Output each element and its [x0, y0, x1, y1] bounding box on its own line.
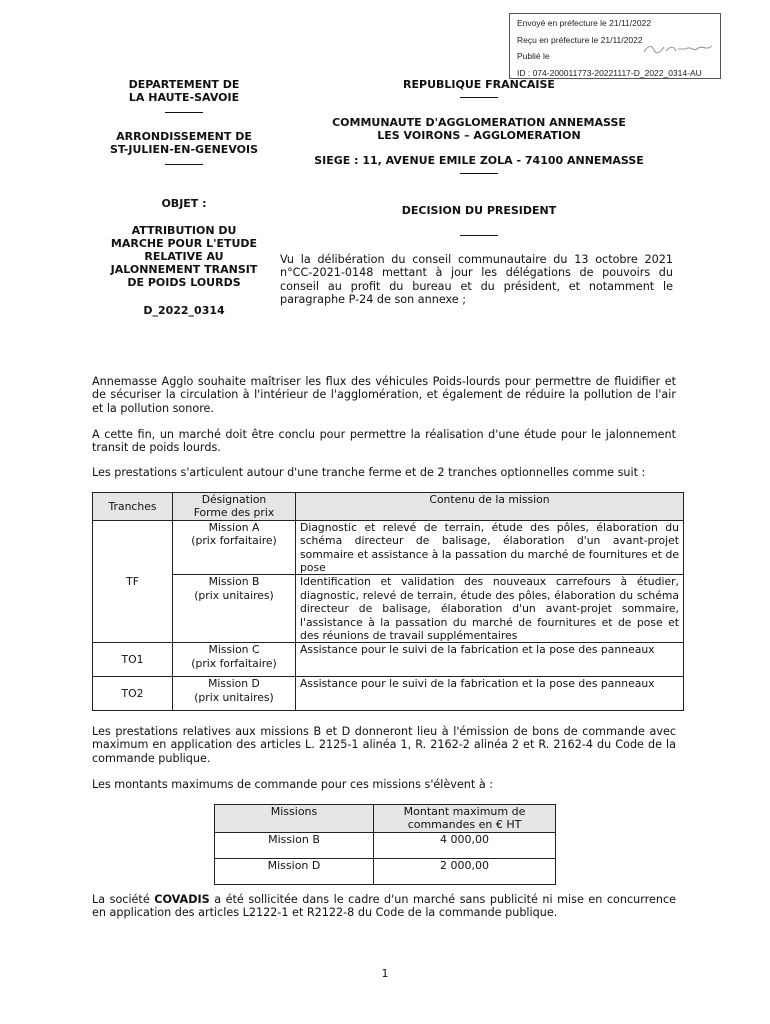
paragraph-purpose: A cette fin, un marché doit être conclu pour permettre la réalisation d'une étude pour le jalonnement transit de poids lourds.	[92, 428, 676, 455]
price-form: (prix forfaitaire)	[191, 534, 277, 548]
objet-label: OBJET :	[161, 197, 207, 210]
content-cell: Identification et validation des nouveaux carrefours à étudier, diagnostic, relevé de terrain, étude des pôles, élaboration du schéma directeur de balisage, élaboration d'un avant-projet sommaire, l'assistance à la passation du marché de fournitures et de pose et des réunions de travail supplémentaires	[296, 575, 684, 643]
tranche-cell: TF	[93, 520, 173, 643]
designation-cell	[173, 677, 296, 711]
content-cell: Assistance pour le suivi de la fabrication et la pose des panneaux	[296, 643, 684, 677]
arrondissement-line-2: ST-JULIEN-EN-GENEVOIS	[109, 143, 259, 156]
department-block	[92, 78, 276, 113]
objet-line: ATTRIBUTION DU	[131, 224, 237, 237]
company-text-before: La société	[92, 893, 155, 906]
paragraph-intro: Annemasse Agglo souhaite maîtriser les flux des véhicules Poids-lourds pour permettre de fluidifier et de sécuriser la circulation à l'intérieur de l'agglomération, et également de réduire la pollution de l'air et la pollution sonore.	[92, 375, 676, 415]
amount-cell: 2 000,00	[374, 858, 556, 884]
community-line-2: LES VOIRONS – AGGLOMERATION	[377, 129, 581, 142]
mission-name: Mission A	[208, 520, 260, 534]
community-heading	[283, 116, 675, 142]
mission-name: Mission D	[208, 677, 260, 691]
decision-title: DECISION DU PRESIDENT	[401, 204, 557, 217]
vu-paragraph: Vu la délibération du conseil communautaire du 13 octobre 2021 n°CC-2021-0148 mettant à jour les délégations de pouvoirs du conseil au profit du bureau et du président, et notamment le paragraphe P-24 de son annexe ;	[280, 253, 673, 307]
paragraph-tranches: Les prestations s'articulent autour d'une tranche ferme et de 2 tranches optionnelles comme suit :	[92, 466, 646, 479]
divider	[460, 97, 498, 98]
missions-table	[92, 492, 684, 711]
divider	[460, 235, 498, 236]
department-line-2: LA HAUTE-SAVOIE	[128, 91, 240, 104]
divider	[165, 164, 203, 165]
prefecture-stamp	[509, 13, 721, 79]
stamp-published: Publié le	[517, 51, 550, 61]
column-header-missions: Missions	[215, 805, 374, 833]
republic-heading	[283, 78, 675, 98]
objet-line: RELATIVE AU	[144, 250, 224, 263]
table-row	[93, 643, 684, 677]
community-line-1: COMMUNAUTE D'AGGLOMERATION ANNEMASSE	[332, 116, 626, 129]
price-form: (prix unitaires)	[194, 588, 274, 602]
table-row	[93, 677, 684, 711]
objet-line: MARCHE POUR L'ETUDE	[110, 237, 258, 250]
arrondissement-line-1: ARRONDISSEMENT DE	[116, 130, 252, 143]
column-header-designation: Désignation Forme des prix	[173, 493, 296, 521]
paragraph-amounts: Les montants maximums de commande pour ces missions s'élèvent à :	[92, 778, 494, 791]
company-name: COVADIS	[154, 893, 210, 906]
mission-name: Mission C	[208, 643, 260, 657]
company-text-after: a été sollicitée dans le cadre d'un marché sans publicité ni mise en concurrence en application des articles L2122-1 et R2122-8 du Code de la commande publique.	[92, 893, 676, 920]
tranche-cell: TO1	[93, 643, 173, 677]
siege-heading	[283, 154, 675, 174]
column-header-content: Contenu de la mission	[296, 493, 684, 521]
stamp-id: ID : 074-200011773-20221117-D_2022_0314-AU	[517, 68, 702, 78]
mission-name: Mission B	[208, 575, 260, 589]
signature-icon	[642, 43, 714, 55]
objet-block	[92, 224, 276, 289]
arrondissement-block	[92, 130, 276, 165]
paragraph-company	[92, 893, 676, 920]
amounts-table	[214, 804, 556, 885]
siege-address: SIEGE : 11, AVENUE EMILE ZOLA - 74100 ANNEMASSE	[314, 154, 644, 167]
decision-reference: D_2022_0314	[143, 304, 225, 317]
amount-cell: 4 000,00	[374, 832, 556, 858]
paragraph-orders: Les prestations relatives aux missions B et D donneront lieu à l'émission de bons de commande avec maximum en application des articles L. 2125-1 alinéa 1, R. 2162-2 alinéa 2 et R. 2162-4 du Code de la commande publique.	[92, 725, 676, 765]
objet-line: DE POIDS LOURDS	[127, 276, 241, 289]
column-header-tranches: Tranches	[93, 493, 173, 521]
price-form: (prix unitaires)	[194, 690, 274, 704]
divider	[460, 173, 498, 174]
divider	[165, 112, 203, 113]
designation-cell	[173, 520, 296, 575]
decision-heading	[283, 204, 675, 236]
table-row	[215, 858, 556, 884]
table-row	[93, 520, 684, 575]
objet-line: JALONNEMENT TRANSIT	[110, 263, 258, 276]
republic-title: REPUBLIQUE FRANCAISE	[403, 78, 555, 91]
column-header-amount: Montant maximum de commandes en € HT	[374, 805, 556, 833]
price-form: (prix forfaitaire)	[191, 656, 277, 670]
stamp-sent: Envoyé en préfecture le 21/11/2022	[517, 18, 652, 28]
content-cell: Assistance pour le suivi de la fabrication et la pose des panneaux	[296, 677, 684, 711]
stamp-received: Reçu en préfecture le 21/11/2022	[517, 35, 643, 45]
mission-cell: Mission D	[215, 858, 374, 884]
content-cell: Diagnostic et relevé de terrain, étude des pôles, élaboration du schéma directeur de balisage, élaboration d'un avant-projet sommaire et assistance à la passation du marché de fournitures et de pose	[296, 520, 684, 575]
table-header-row	[93, 493, 684, 521]
designation-cell	[173, 643, 296, 677]
mission-cell: Mission B	[215, 832, 374, 858]
page-number: 1	[381, 967, 389, 980]
table-header-row	[215, 805, 556, 833]
table-row	[93, 575, 684, 643]
tranche-cell: TO2	[93, 677, 173, 711]
table-row	[215, 832, 556, 858]
department-line-1: DEPARTEMENT DE	[128, 78, 240, 91]
designation-cell	[173, 575, 296, 643]
